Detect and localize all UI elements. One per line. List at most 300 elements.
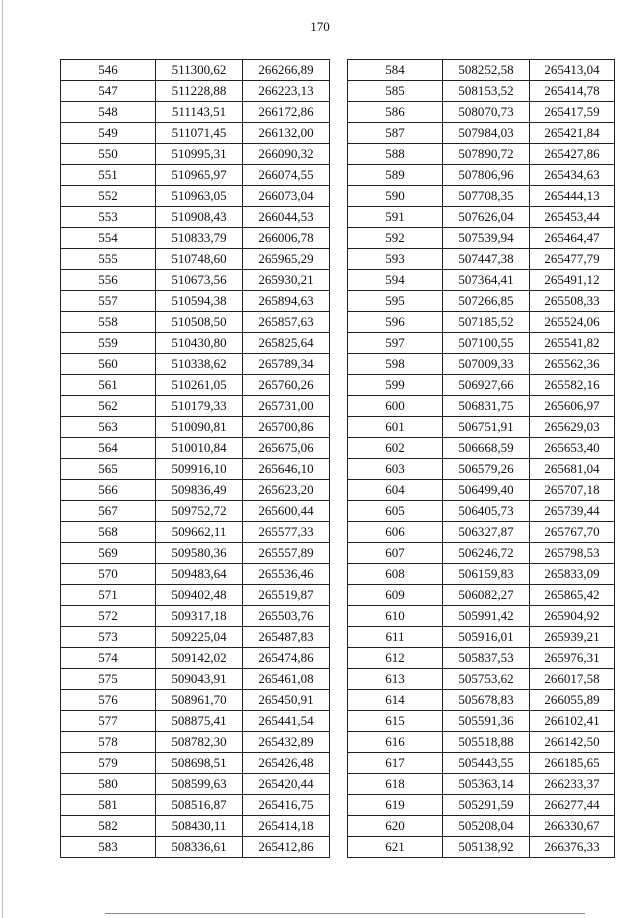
y-coordinate-cell: 265681,04: [530, 459, 615, 480]
x-coordinate-cell: 509752,72: [156, 501, 243, 522]
x-coordinate-cell: 507806,96: [443, 165, 530, 186]
table-row: [61, 354, 330, 375]
point-number-cell: 584: [348, 60, 443, 81]
table-row: [348, 396, 615, 417]
y-coordinate-cell: 265477,79: [530, 249, 615, 270]
point-number-cell: 591: [348, 207, 443, 228]
y-coordinate-cell: 265414,78: [530, 81, 615, 102]
coordinates-table-right-body: [348, 60, 615, 858]
y-coordinate-cell: 266017,58: [530, 669, 615, 690]
table-row: [61, 312, 330, 333]
x-coordinate-cell: 508875,41: [156, 711, 243, 732]
point-number-cell: 573: [61, 627, 156, 648]
point-number-cell: 585: [348, 81, 443, 102]
x-coordinate-cell: 509836,49: [156, 480, 243, 501]
x-coordinate-cell: 505443,55: [443, 753, 530, 774]
table-row: [61, 543, 330, 564]
point-number-cell: 602: [348, 438, 443, 459]
x-coordinate-cell: 510995,31: [156, 144, 243, 165]
y-coordinate-cell: 265653,40: [530, 438, 615, 459]
y-coordinate-cell: 265524,06: [530, 312, 615, 333]
table-row: [348, 81, 615, 102]
point-number-cell: 617: [348, 753, 443, 774]
table-row: [348, 249, 615, 270]
x-coordinate-cell: 508698,51: [156, 753, 243, 774]
scan-edge-line: [2, 0, 3, 918]
point-number-cell: 621: [348, 837, 443, 858]
point-number-cell: 574: [61, 648, 156, 669]
table-row: [348, 165, 615, 186]
y-coordinate-cell: 265536,46: [243, 564, 330, 585]
y-coordinate-cell: 266330,67: [530, 816, 615, 837]
point-number-cell: 556: [61, 270, 156, 291]
y-coordinate-cell: 265731,00: [243, 396, 330, 417]
table-row: [348, 648, 615, 669]
table-row: [61, 606, 330, 627]
x-coordinate-cell: 507447,38: [443, 249, 530, 270]
table-row: [348, 438, 615, 459]
point-number-cell: 568: [61, 522, 156, 543]
point-number-cell: 599: [348, 375, 443, 396]
y-coordinate-cell: 266102,41: [530, 711, 615, 732]
table-row: [348, 522, 615, 543]
y-coordinate-cell: 265939,21: [530, 627, 615, 648]
x-coordinate-cell: 510748,60: [156, 249, 243, 270]
point-number-cell: 607: [348, 543, 443, 564]
point-number-cell: 560: [61, 354, 156, 375]
x-coordinate-cell: 507539,94: [443, 228, 530, 249]
y-coordinate-cell: 265426,48: [243, 753, 330, 774]
point-number-cell: 590: [348, 186, 443, 207]
table-row: [61, 795, 330, 816]
y-coordinate-cell: 266376,33: [530, 837, 615, 858]
x-coordinate-cell: 507185,52: [443, 312, 530, 333]
point-number-cell: 572: [61, 606, 156, 627]
y-coordinate-cell: 265760,26: [243, 375, 330, 396]
y-coordinate-cell: 265707,18: [530, 480, 615, 501]
y-coordinate-cell: 266277,44: [530, 795, 615, 816]
y-coordinate-cell: 265557,89: [243, 543, 330, 564]
x-coordinate-cell: 509916,10: [156, 459, 243, 480]
point-number-cell: 600: [348, 396, 443, 417]
y-coordinate-cell: 265675,06: [243, 438, 330, 459]
table-row: [61, 60, 330, 81]
point-number-cell: 578: [61, 732, 156, 753]
table-row: [348, 585, 615, 606]
point-number-cell: 587: [348, 123, 443, 144]
point-number-cell: 603: [348, 459, 443, 480]
y-coordinate-cell: 265519,87: [243, 585, 330, 606]
table-row: [61, 501, 330, 522]
y-coordinate-cell: 265646,10: [243, 459, 330, 480]
y-coordinate-cell: 266090,32: [243, 144, 330, 165]
x-coordinate-cell: 509402,48: [156, 585, 243, 606]
table-row: [61, 732, 330, 753]
y-coordinate-cell: 265629,03: [530, 417, 615, 438]
table-row: [348, 690, 615, 711]
point-number-cell: 583: [61, 837, 156, 858]
x-coordinate-cell: 505138,92: [443, 837, 530, 858]
y-coordinate-cell: 266185,65: [530, 753, 615, 774]
table-row: [348, 354, 615, 375]
x-coordinate-cell: 509317,18: [156, 606, 243, 627]
x-coordinate-cell: 506831,75: [443, 396, 530, 417]
x-coordinate-cell: 509043,91: [156, 669, 243, 690]
point-number-cell: 580: [61, 774, 156, 795]
point-number-cell: 575: [61, 669, 156, 690]
table-row: [61, 648, 330, 669]
coordinates-table-right: [347, 59, 615, 858]
table-row: [348, 102, 615, 123]
x-coordinate-cell: 506246,72: [443, 543, 530, 564]
x-coordinate-cell: 507009,33: [443, 354, 530, 375]
y-coordinate-cell: 265577,33: [243, 522, 330, 543]
x-coordinate-cell: 509142,02: [156, 648, 243, 669]
point-number-cell: 608: [348, 564, 443, 585]
y-coordinate-cell: 265503,76: [243, 606, 330, 627]
y-coordinate-cell: 265417,59: [530, 102, 615, 123]
y-coordinate-cell: 265798,53: [530, 543, 615, 564]
y-coordinate-cell: 265865,42: [530, 585, 615, 606]
y-coordinate-cell: 266142,50: [530, 732, 615, 753]
x-coordinate-cell: 505291,59: [443, 795, 530, 816]
x-coordinate-cell: 507890,72: [443, 144, 530, 165]
point-number-cell: 596: [348, 312, 443, 333]
table-row: [348, 732, 615, 753]
y-coordinate-cell: 265508,33: [530, 291, 615, 312]
table-row: [61, 480, 330, 501]
x-coordinate-cell: 507626,04: [443, 207, 530, 228]
table-row: [61, 711, 330, 732]
point-number-cell: 550: [61, 144, 156, 165]
table-row: [348, 459, 615, 480]
table-row: [61, 291, 330, 312]
point-number-cell: 614: [348, 690, 443, 711]
x-coordinate-cell: 508070,73: [443, 102, 530, 123]
y-coordinate-cell: 265739,44: [530, 501, 615, 522]
y-coordinate-cell: 265413,04: [530, 60, 615, 81]
y-coordinate-cell: 265894,63: [243, 291, 330, 312]
table-row: [61, 81, 330, 102]
x-coordinate-cell: 506668,59: [443, 438, 530, 459]
coordinates-table-left: [60, 59, 330, 858]
table-row: [348, 564, 615, 585]
table-row: [348, 669, 615, 690]
x-coordinate-cell: 509580,36: [156, 543, 243, 564]
x-coordinate-cell: 505837,53: [443, 648, 530, 669]
x-coordinate-cell: 511071,45: [156, 123, 243, 144]
table-row: [348, 795, 615, 816]
y-coordinate-cell: 265600,44: [243, 501, 330, 522]
y-coordinate-cell: 266073,04: [243, 186, 330, 207]
point-number-cell: 620: [348, 816, 443, 837]
point-number-cell: 579: [61, 753, 156, 774]
point-number-cell: 562: [61, 396, 156, 417]
table-row: [348, 60, 615, 81]
table-row: [348, 228, 615, 249]
table-row: [61, 522, 330, 543]
table-row: [348, 333, 615, 354]
point-number-cell: 557: [61, 291, 156, 312]
x-coordinate-cell: 508782,30: [156, 732, 243, 753]
y-coordinate-cell: 265767,70: [530, 522, 615, 543]
y-coordinate-cell: 265541,82: [530, 333, 615, 354]
x-coordinate-cell: 510833,79: [156, 228, 243, 249]
y-coordinate-cell: 265904,92: [530, 606, 615, 627]
x-coordinate-cell: 509483,64: [156, 564, 243, 585]
point-number-cell: 565: [61, 459, 156, 480]
x-coordinate-cell: 505678,83: [443, 690, 530, 711]
point-number-cell: 561: [61, 375, 156, 396]
x-coordinate-cell: 505518,88: [443, 732, 530, 753]
point-number-cell: 619: [348, 795, 443, 816]
point-number-cell: 558: [61, 312, 156, 333]
point-number-cell: 601: [348, 417, 443, 438]
point-number-cell: 606: [348, 522, 443, 543]
point-number-cell: 615: [348, 711, 443, 732]
y-coordinate-cell: 265857,63: [243, 312, 330, 333]
x-coordinate-cell: 510965,97: [156, 165, 243, 186]
x-coordinate-cell: 505363,14: [443, 774, 530, 795]
y-coordinate-cell: 265491,12: [530, 270, 615, 291]
y-coordinate-cell: 265461,08: [243, 669, 330, 690]
table-row: [61, 165, 330, 186]
table-row: [348, 144, 615, 165]
coordinates-table-left-body: [61, 60, 330, 858]
y-coordinate-cell: 266044,53: [243, 207, 330, 228]
point-number-cell: 613: [348, 669, 443, 690]
x-coordinate-cell: 510673,56: [156, 270, 243, 291]
x-coordinate-cell: 506927,66: [443, 375, 530, 396]
point-number-cell: 564: [61, 438, 156, 459]
y-coordinate-cell: 266223,13: [243, 81, 330, 102]
table-row: [61, 186, 330, 207]
point-number-cell: 618: [348, 774, 443, 795]
x-coordinate-cell: 510963,05: [156, 186, 243, 207]
y-coordinate-cell: 266233,37: [530, 774, 615, 795]
table-row: [348, 711, 615, 732]
point-number-cell: 592: [348, 228, 443, 249]
bottom-divider: [105, 913, 585, 914]
point-number-cell: 563: [61, 417, 156, 438]
point-number-cell: 554: [61, 228, 156, 249]
x-coordinate-cell: 506579,26: [443, 459, 530, 480]
table-row: [61, 396, 330, 417]
x-coordinate-cell: 510090,81: [156, 417, 243, 438]
x-coordinate-cell: 508599,63: [156, 774, 243, 795]
table-row: [348, 123, 615, 144]
table-row: [61, 627, 330, 648]
y-coordinate-cell: 265562,36: [530, 354, 615, 375]
table-row: [61, 228, 330, 249]
point-number-cell: 597: [348, 333, 443, 354]
table-row: [348, 270, 615, 291]
table-row: [348, 501, 615, 522]
point-number-cell: 566: [61, 480, 156, 501]
y-coordinate-cell: 265789,34: [243, 354, 330, 375]
x-coordinate-cell: 506751,91: [443, 417, 530, 438]
y-coordinate-cell: 265421,84: [530, 123, 615, 144]
point-number-cell: 586: [348, 102, 443, 123]
point-number-cell: 581: [61, 795, 156, 816]
table-row: [61, 438, 330, 459]
table-row: [61, 249, 330, 270]
point-number-cell: 567: [61, 501, 156, 522]
table-row: [61, 417, 330, 438]
table-row: [348, 207, 615, 228]
page-number: 170: [310, 19, 330, 34]
y-coordinate-cell: 266266,89: [243, 60, 330, 81]
point-number-cell: 589: [348, 165, 443, 186]
table-row: [61, 816, 330, 837]
point-number-cell: 610: [348, 606, 443, 627]
table-row: [61, 690, 330, 711]
x-coordinate-cell: 505916,01: [443, 627, 530, 648]
x-coordinate-cell: 506159,83: [443, 564, 530, 585]
x-coordinate-cell: 511228,88: [156, 81, 243, 102]
x-coordinate-cell: 506499,40: [443, 480, 530, 501]
x-coordinate-cell: 511300,62: [156, 60, 243, 81]
y-coordinate-cell: 265453,44: [530, 207, 615, 228]
table-row: [348, 627, 615, 648]
x-coordinate-cell: 506082,27: [443, 585, 530, 606]
point-number-cell: 582: [61, 816, 156, 837]
y-coordinate-cell: 265416,75: [243, 795, 330, 816]
table-row: [348, 753, 615, 774]
y-coordinate-cell: 265434,63: [530, 165, 615, 186]
table-row: [61, 837, 330, 858]
x-coordinate-cell: 505753,62: [443, 669, 530, 690]
point-number-cell: 604: [348, 480, 443, 501]
point-number-cell: 616: [348, 732, 443, 753]
y-coordinate-cell: 266055,89: [530, 690, 615, 711]
point-number-cell: 612: [348, 648, 443, 669]
point-number-cell: 570: [61, 564, 156, 585]
x-coordinate-cell: 510261,05: [156, 375, 243, 396]
table-row: [348, 606, 615, 627]
x-coordinate-cell: 510179,33: [156, 396, 243, 417]
y-coordinate-cell: 265432,89: [243, 732, 330, 753]
point-number-cell: 571: [61, 585, 156, 606]
x-coordinate-cell: 510430,80: [156, 333, 243, 354]
y-coordinate-cell: 265623,20: [243, 480, 330, 501]
point-number-cell: 549: [61, 123, 156, 144]
x-coordinate-cell: 506405,73: [443, 501, 530, 522]
table-row: [61, 123, 330, 144]
point-number-cell: 576: [61, 690, 156, 711]
x-coordinate-cell: 505208,04: [443, 816, 530, 837]
x-coordinate-cell: 507266,85: [443, 291, 530, 312]
x-coordinate-cell: 505991,42: [443, 606, 530, 627]
x-coordinate-cell: 506327,87: [443, 522, 530, 543]
point-number-cell: 588: [348, 144, 443, 165]
point-number-cell: 569: [61, 543, 156, 564]
point-number-cell: 559: [61, 333, 156, 354]
x-coordinate-cell: 510338,62: [156, 354, 243, 375]
y-coordinate-cell: 266172,86: [243, 102, 330, 123]
x-coordinate-cell: 505591,36: [443, 711, 530, 732]
y-coordinate-cell: 266132,00: [243, 123, 330, 144]
table-row: [348, 417, 615, 438]
x-coordinate-cell: 511143,51: [156, 102, 243, 123]
table-row: [348, 543, 615, 564]
table-row: [61, 270, 330, 291]
table-row: [61, 774, 330, 795]
point-number-cell: 593: [348, 249, 443, 270]
table-row: [61, 585, 330, 606]
y-coordinate-cell: 266074,55: [243, 165, 330, 186]
x-coordinate-cell: 510908,43: [156, 207, 243, 228]
y-coordinate-cell: 265700,86: [243, 417, 330, 438]
y-coordinate-cell: 265487,83: [243, 627, 330, 648]
y-coordinate-cell: 265474,86: [243, 648, 330, 669]
point-number-cell: 611: [348, 627, 443, 648]
y-coordinate-cell: 265976,31: [530, 648, 615, 669]
x-coordinate-cell: 507708,35: [443, 186, 530, 207]
table-row: [61, 333, 330, 354]
point-number-cell: 546: [61, 60, 156, 81]
table-row: [348, 480, 615, 501]
table-row: [61, 669, 330, 690]
table-row: [348, 375, 615, 396]
point-number-cell: 555: [61, 249, 156, 270]
point-number-cell: 577: [61, 711, 156, 732]
y-coordinate-cell: 265833,09: [530, 564, 615, 585]
table-row: [348, 837, 615, 858]
point-number-cell: 547: [61, 81, 156, 102]
x-coordinate-cell: 508252,58: [443, 60, 530, 81]
x-coordinate-cell: 508153,52: [443, 81, 530, 102]
y-coordinate-cell: 265414,18: [243, 816, 330, 837]
point-number-cell: 553: [61, 207, 156, 228]
point-number-cell: 552: [61, 186, 156, 207]
point-number-cell: 598: [348, 354, 443, 375]
x-coordinate-cell: 507364,41: [443, 270, 530, 291]
point-number-cell: 551: [61, 165, 156, 186]
y-coordinate-cell: 265965,29: [243, 249, 330, 270]
y-coordinate-cell: 265420,44: [243, 774, 330, 795]
y-coordinate-cell: 265930,21: [243, 270, 330, 291]
x-coordinate-cell: 509662,11: [156, 522, 243, 543]
point-number-cell: 609: [348, 585, 443, 606]
point-number-cell: 594: [348, 270, 443, 291]
table-row: [348, 816, 615, 837]
table-row: [61, 564, 330, 585]
y-coordinate-cell: 265450,91: [243, 690, 330, 711]
table-row: [348, 291, 615, 312]
table-row: [348, 186, 615, 207]
table-row: [348, 774, 615, 795]
y-coordinate-cell: 265582,16: [530, 375, 615, 396]
y-coordinate-cell: 265441,54: [243, 711, 330, 732]
y-coordinate-cell: 265606,97: [530, 396, 615, 417]
table-row: [61, 459, 330, 480]
table-row: [61, 102, 330, 123]
x-coordinate-cell: 509225,04: [156, 627, 243, 648]
y-coordinate-cell: 265825,64: [243, 333, 330, 354]
table-row: [348, 312, 615, 333]
x-coordinate-cell: 508516,87: [156, 795, 243, 816]
y-coordinate-cell: 266006,78: [243, 228, 330, 249]
x-coordinate-cell: 510508,50: [156, 312, 243, 333]
point-number-cell: 605: [348, 501, 443, 522]
table-row: [61, 144, 330, 165]
x-coordinate-cell: 507100,55: [443, 333, 530, 354]
y-coordinate-cell: 265464,47: [530, 228, 615, 249]
y-coordinate-cell: 265412,86: [243, 837, 330, 858]
x-coordinate-cell: 508336,61: [156, 837, 243, 858]
x-coordinate-cell: 508430,11: [156, 816, 243, 837]
